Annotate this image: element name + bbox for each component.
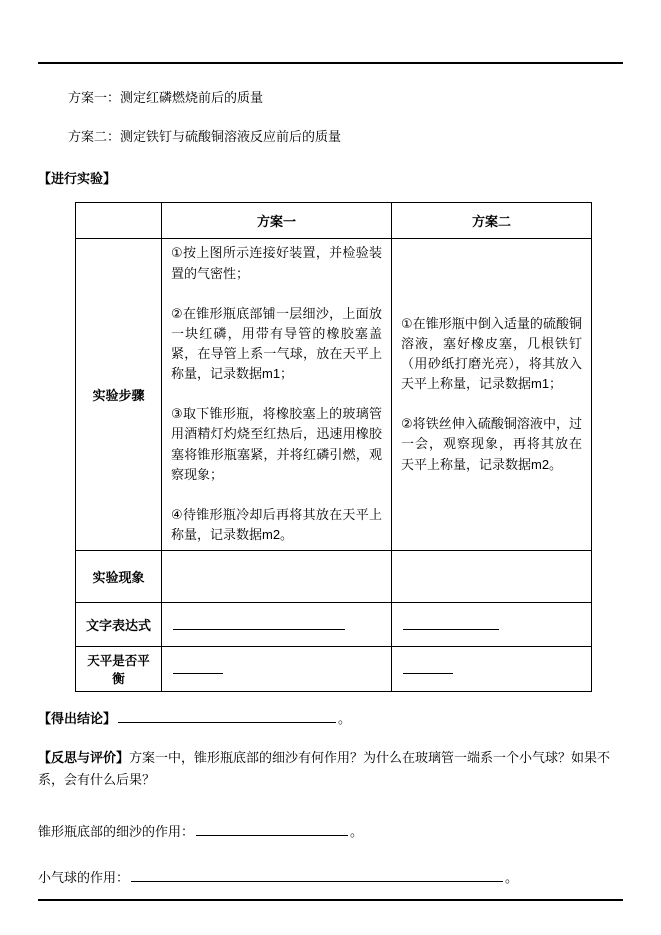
steps-plan1-cell xyxy=(162,238,392,550)
table-row-steps xyxy=(76,238,592,550)
horizontal-rule-bottom xyxy=(38,899,623,901)
question-sand-label: 锥形瓶底部的细沙的作用： xyxy=(38,823,195,839)
question-balloon-blank xyxy=(131,868,503,882)
table-corner-cell xyxy=(76,202,162,238)
reflection-paragraph xyxy=(38,727,623,791)
table-header-plan1: 方案一 xyxy=(162,202,392,238)
experiment-table xyxy=(75,202,592,692)
row-label-phenomena: 实验现象 xyxy=(76,550,162,602)
horizontal-rule-top xyxy=(38,62,623,64)
conclusion-line xyxy=(38,692,661,727)
question-sand-blank xyxy=(196,822,348,836)
expression-plan1-blank xyxy=(173,616,345,630)
question-sand xyxy=(38,791,661,840)
expression-plan2-cell xyxy=(392,602,592,646)
section-title-experiment: 【进行实验】 xyxy=(38,170,117,186)
expression-plan2-blank xyxy=(403,616,499,630)
steps-plan2-paragraph: ②将铁丝伸入硫酸铜溶液中，过一会，观察现象，再将其放在天平上称量，记录数据m2。 xyxy=(401,416,582,472)
row-label-steps: 实验步骤 xyxy=(76,238,162,550)
table-header-plan2: 方案二 xyxy=(392,202,592,238)
phenomena-plan2-cell xyxy=(392,550,592,602)
conclusion-period: 。 xyxy=(338,710,352,726)
balance-plan2-blank xyxy=(403,660,453,674)
steps-plan1-paragraph: ③取下锥形瓶，将橡胶塞上的玻璃管用酒精灯灼烧至红热后，迅速用橡胶塞将锥形瓶塞紧，并将红磷引燃，观察现象； xyxy=(171,406,382,482)
reflection-label: 【反思与评价】 xyxy=(38,749,130,765)
steps-plan1-paragraph: ①按上图所示连接好装置，并检验装置的气密性； xyxy=(171,245,382,281)
steps-plan2-cell xyxy=(392,238,592,550)
balance-plan2-cell xyxy=(392,646,592,691)
question-balloon-label: 小气球的作用： xyxy=(38,869,130,885)
table-header-row xyxy=(76,202,592,238)
intro-plan2: 方案二：测定铁钉与硫酸铜溶液反应前后的质量 xyxy=(68,128,342,144)
conclusion-label: 【得出结论】 xyxy=(38,710,117,726)
question-sand-period: 。 xyxy=(350,823,364,839)
question-balloon-period: 。 xyxy=(505,869,519,885)
balance-plan1-cell xyxy=(162,646,392,691)
steps-plan1-paragraph: ②在锥形瓶底部铺一层细沙，上面放一块红磷，用带有导管的橡胶塞盖紧，在导管上系一气球，放在天平上称量，记录数据m1； xyxy=(171,305,382,382)
reflection-text: 方案一中，锥形瓶底部的细沙有何作用？为什么在玻璃管一端系一个小气球？如果不系，会有什么后果？ xyxy=(38,749,611,787)
conclusion-blank xyxy=(118,709,336,723)
table-row-expression xyxy=(76,602,592,646)
steps-plan2-paragraph: ①在锥形瓶中倒入适量的硫酸铜溶液，塞好橡皮塞，几根铁钉（用砂纸打磨光亮），将其放入天平上称量，记录数据m1； xyxy=(401,315,582,392)
phenomena-plan1-cell xyxy=(162,550,392,602)
table-row-phenomena xyxy=(76,550,592,602)
balance-plan1-blank xyxy=(173,660,223,674)
question-balloon xyxy=(38,840,661,886)
steps-plan1-paragraph: ④待锥形瓶冷却后再将其放在天平上称量，记录数据m2。 xyxy=(171,506,382,542)
expression-plan1-cell xyxy=(162,602,392,646)
row-label-expression: 文字表达式 xyxy=(76,602,162,646)
intro-plan1: 方案一：测定红磷燃烧前后的质量 xyxy=(68,90,264,105)
table-row-balance xyxy=(76,646,592,691)
row-label-balance: 天平是否平衡 xyxy=(76,646,162,691)
